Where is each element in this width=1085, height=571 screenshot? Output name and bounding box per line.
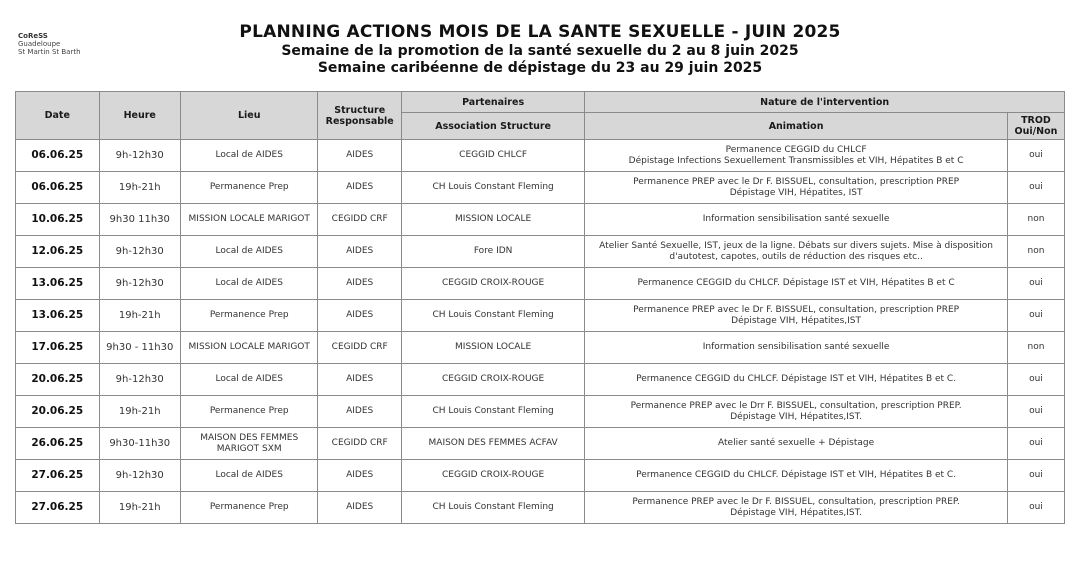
partenaire-cell: CEGGID CHLCF <box>401 140 584 172</box>
date-cell: 06.06.25 <box>16 172 100 204</box>
animation-cell: Atelier Santé Sexuelle, IST, jeux de la ligne. Débats sur divers sujets. Mise à disposition d'autotest, capotes, outils de réduction des risques etc.. <box>585 236 1008 268</box>
trod-cell: oui <box>1007 172 1064 204</box>
date-cell: 27.06.25 <box>16 460 100 492</box>
heure-cell: 19h-21h <box>99 396 180 428</box>
table-row <box>16 204 1065 236</box>
planning-table-body <box>16 140 1065 524</box>
animation-cell: Permanence PREP avec le Dr F. BISSUEL, consultation, prescription PREP. Dépistage VIH, Hépatites,IST. <box>585 492 1008 524</box>
lieu-cell: MAISON DES FEMMES MARIGOT SXM <box>180 428 317 460</box>
table-row <box>16 332 1065 364</box>
structure-cell: AIDES <box>318 236 402 268</box>
lieu-cell: Permanence Prep <box>180 492 317 524</box>
date-cell: 27.06.25 <box>16 492 100 524</box>
animation-cell: Atelier santé sexuelle + Dépistage <box>585 428 1008 460</box>
heure-cell: 9h-12h30 <box>99 140 180 172</box>
trod-cell: oui <box>1007 460 1064 492</box>
partenaire-cell: CH Louis Constant Fleming <box>401 396 584 428</box>
heure-cell: 9h30 - 11h30 <box>99 332 180 364</box>
heure-cell: 19h-21h <box>99 172 180 204</box>
org-logo-block <box>18 32 81 56</box>
structure-cell: AIDES <box>318 140 402 172</box>
partenaire-cell: MISSION LOCALE <box>401 332 584 364</box>
lieu-cell: Local de AIDES <box>180 140 317 172</box>
partenaire-cell: CEGGID CROIX-ROUGE <box>401 268 584 300</box>
header-partenaires: Partenaires <box>401 92 584 113</box>
date-cell: 26.06.25 <box>16 428 100 460</box>
structure-cell: AIDES <box>318 460 402 492</box>
structure-cell: CEGIDD CRF <box>318 332 402 364</box>
structure-cell: AIDES <box>318 172 402 204</box>
table-row <box>16 492 1065 524</box>
animation-cell: Permanence CEGGID du CHLCF. Dépistage IST et VIH, Hépatites B et C. <box>585 460 1008 492</box>
heure-cell: 9h-12h30 <box>99 236 180 268</box>
date-cell: 17.06.25 <box>16 332 100 364</box>
document-title: PLANNING ACTIONS MOIS DE LA SANTE SEXUELLE - JUIN 2025 <box>239 22 841 42</box>
lieu-cell: Local de AIDES <box>180 460 317 492</box>
trod-cell: oui <box>1007 428 1064 460</box>
partenaire-cell: MAISON DES FEMMES ACFAV <box>401 428 584 460</box>
header-trod: TROD Oui/Non <box>1007 113 1064 140</box>
partenaire-cell: MISSION LOCALE <box>401 204 584 236</box>
date-cell: 13.06.25 <box>16 300 100 332</box>
structure-cell: AIDES <box>318 396 402 428</box>
animation-cell: Permanence PREP avec le Dr F. BISSUEL, consultation, prescription PREP Dépistage VIH, Hépatites, IST <box>585 172 1008 204</box>
date-cell: 12.06.25 <box>16 236 100 268</box>
header-lieu: Lieu <box>180 92 317 140</box>
trod-cell: oui <box>1007 396 1064 428</box>
header-animation: Animation <box>585 113 1008 140</box>
date-cell: 20.06.25 <box>16 396 100 428</box>
date-cell: 10.06.25 <box>16 204 100 236</box>
trod-cell: oui <box>1007 492 1064 524</box>
heure-cell: 9h-12h30 <box>99 364 180 396</box>
animation-cell: Permanence CEGGID du CHLCF. Dépistage IST et VIH, Hépatites B et C. <box>585 364 1008 396</box>
header-heure: Heure <box>99 92 180 140</box>
partenaire-cell: CH Louis Constant Fleming <box>401 172 584 204</box>
lieu-cell: MISSION LOCALE MARIGOT <box>180 332 317 364</box>
heure-cell: 19h-21h <box>99 300 180 332</box>
trod-cell: oui <box>1007 300 1064 332</box>
date-cell: 06.06.25 <box>16 140 100 172</box>
animation-cell: Information sensibilisation santé sexuelle <box>585 332 1008 364</box>
structure-cell: AIDES <box>318 300 402 332</box>
header-structure: Structure Responsable <box>318 92 402 140</box>
lieu-cell: Permanence Prep <box>180 172 317 204</box>
document-subtitle-depistage: Semaine caribéenne de dépistage du 23 au 29 juin 2025 <box>317 60 763 76</box>
table-row <box>16 300 1065 332</box>
structure-cell: CEGIDD CRF <box>318 428 402 460</box>
structure-cell: AIDES <box>318 492 402 524</box>
heure-cell: 9h30 11h30 <box>99 204 180 236</box>
lieu-cell: Local de AIDES <box>180 236 317 268</box>
heure-cell: 19h-21h <box>99 492 180 524</box>
org-region: Guadeloupe <box>18 40 61 48</box>
document-heading <box>140 22 940 77</box>
animation-cell: Information sensibilisation santé sexuelle <box>585 204 1008 236</box>
animation-cell: Permanence PREP avec le Dr F. BISSUEL, consultation, prescription PREP Dépistage VIH, Hépatites,IST <box>585 300 1008 332</box>
table-row <box>16 428 1065 460</box>
header-association: Association Structure <box>401 113 584 140</box>
header-nature: Nature de l'intervention <box>585 92 1065 113</box>
structure-cell: AIDES <box>318 268 402 300</box>
trod-cell: non <box>1007 204 1064 236</box>
header-date: Date <box>16 92 100 140</box>
table-row <box>16 364 1065 396</box>
lieu-cell: Permanence Prep <box>180 300 317 332</box>
table-row <box>16 396 1065 428</box>
table-row <box>16 172 1065 204</box>
partenaire-cell: CH Louis Constant Fleming <box>401 300 584 332</box>
lieu-cell: MISSION LOCALE MARIGOT <box>180 204 317 236</box>
trod-cell: oui <box>1007 268 1064 300</box>
partenaire-cell: CEGGID CROIX-ROUGE <box>401 364 584 396</box>
heure-cell: 9h30-11h30 <box>99 428 180 460</box>
date-cell: 13.06.25 <box>16 268 100 300</box>
table-row <box>16 460 1065 492</box>
date-cell: 20.06.25 <box>16 364 100 396</box>
animation-cell: Permanence PREP avec le Drr F. BISSUEL, consultation, prescription PREP. Dépistage VIH, Hépatites,IST. <box>585 396 1008 428</box>
heure-cell: 9h-12h30 <box>99 460 180 492</box>
trod-cell: non <box>1007 332 1064 364</box>
lieu-cell: Local de AIDES <box>180 268 317 300</box>
table-row <box>16 140 1065 172</box>
planning-table <box>15 91 1065 524</box>
document-subtitle-promotion: Semaine de la promotion de la santé sexuelle du 2 au 8 juin 2025 <box>281 43 799 59</box>
table-row <box>16 268 1065 300</box>
partenaire-cell: CEGGID CROIX-ROUGE <box>401 460 584 492</box>
partenaire-cell: CH Louis Constant Fleming <box>401 492 584 524</box>
heure-cell: 9h-12h30 <box>99 268 180 300</box>
org-name: CoReSS <box>18 32 48 40</box>
structure-cell: AIDES <box>318 364 402 396</box>
table-row <box>16 236 1065 268</box>
trod-cell: non <box>1007 236 1064 268</box>
trod-cell: oui <box>1007 364 1064 396</box>
trod-cell: oui <box>1007 140 1064 172</box>
animation-cell: Permanence CEGGID du CHLCF Dépistage Infections Sexuellement Transmissibles et VIH, Hépatites B et C <box>585 140 1008 172</box>
animation-cell: Permanence CEGGID du CHLCF. Dépistage IST et VIH, Hépatites B et C <box>585 268 1008 300</box>
lieu-cell: Local de AIDES <box>180 364 317 396</box>
partenaire-cell: Fore IDN <box>401 236 584 268</box>
lieu-cell: Permanence Prep <box>180 396 317 428</box>
structure-cell: CEGIDD CRF <box>318 204 402 236</box>
org-territories: St Martin St Barth <box>18 48 81 56</box>
